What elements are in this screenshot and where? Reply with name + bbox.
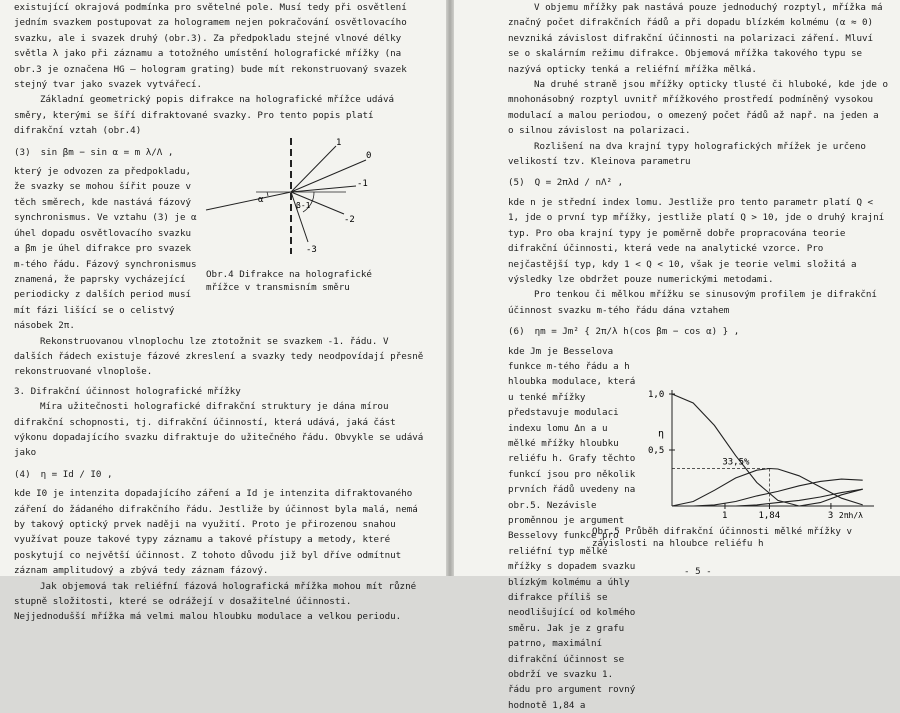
equation-label: (5) xyxy=(508,177,525,189)
label-order-0: 0 xyxy=(366,151,372,161)
paragraph: Základní geometrický popis difrakce na holografické mřížce udává směry, kterými se šíří difraktované svazky. Pro tento popis platí difrakční vztah (obr.4) xyxy=(14,94,395,137)
x-tick-label: 3 xyxy=(827,511,834,521)
paragraph: Na druhé straně jsou mřížky opticky tlusté či hluboké, kde jde o mnohonásobný rozptyl uvnitř mřížkového prostředí podmíněný vysokou modulací a malou periodou, o omezený počet řádů až např. na jeden a o silnou závislost na polarizaci. xyxy=(508,79,889,137)
label-order-minus3: -3 xyxy=(306,245,317,255)
page-number: - 5 - xyxy=(684,566,712,577)
paragraph: Jak objemová tak reliéfní fázová holografická mřížka mohou mít různé stupně složitosti, které se odrážejí v dosažitelné účinnosti. Nejjednodušší mřížka má velmi malou hloubku modulace a velkou periodu. xyxy=(14,580,417,623)
chart-axes xyxy=(669,390,874,509)
section-heading: 3. Difrakční účinnost holografické mřížky xyxy=(14,385,241,397)
book-gutter xyxy=(446,0,454,576)
figure-4-diffraction-diagram xyxy=(196,136,376,258)
max-annotation: 33,5% xyxy=(722,457,750,468)
y-tick-label: 0,5 xyxy=(648,446,665,456)
equation-label: (4) xyxy=(14,468,31,480)
series-line-1 xyxy=(672,469,863,507)
paragraph: kde Jm je Besselova funkce m-tého řádu a h hloubka modulace, která u tenké mřížky představuje modulaci indexu lomu Δn a u mělké mřížky hloubku reliéfu h. Grafy těchto funkcí jsou pro několik prvních řádů uvedeny na obr.5. Nezávisle proměnnou je argument Besselovy funkce pro reliéfní typ mělké mřížky s dopadem svazku blízkým kolmému a úhly difrakce příliš se neodlišující od kolmého směru. Jak je z grafu patrno, maximální difrakční účinnost se obdrží ve svazku 1. řádu pro argument rovný hodnotě 1,84 a xyxy=(508,345,636,711)
order-1-beam xyxy=(291,146,336,192)
y-axis-label: η xyxy=(658,428,665,440)
alpha-arc xyxy=(267,192,268,196)
equation-label: (6) xyxy=(508,326,525,338)
equation-6 xyxy=(508,318,888,343)
order-minus1-beam xyxy=(291,186,356,192)
paragraph: který je odvozen za předpokladu, že svazky se mohou šířit pouze v těch směrech, kde nastává fázový synchronismus. Ve vztahu (3) je α úhel dopadu osvětlovacího svazku a βm je úhel difrakce pro svazek m-tého řádu. Fázový synchronismus znamená, že paprsky vycházející periodicky z dalších period musí mít fázi lišící se o celistvý násobek 2π. xyxy=(14,166,197,332)
equation-body: sin βm − sin α = m λ/Λ , xyxy=(40,146,174,158)
equation-body: ηm = Jm² { 2π/λ h(cos βm − cos α) } , xyxy=(534,326,740,338)
right-text-column xyxy=(508,0,888,713)
label-alpha: α xyxy=(258,195,264,205)
paragraph: Pro tenkou či mělkou mřížku se sinusovým profilem je difrakční účinnost svazku m-tého řádu dána vztahem xyxy=(508,289,877,316)
paragraph: V objemu mřížky pak nastává pouze jednoduchý rozptyl, mřížka má značný počet difrakčních řádů a při dopadu blízkém kolmému (α ≈ 0) nevzniká závislost difrakční účinnosti na polarizaci záření. Mluví se o skalárním režimu difrakce. Objemová mřížka takového typu se nazývá opticky tenká a reliéfní mřížka mělká. xyxy=(508,2,883,75)
y-tick-label: 1,0 xyxy=(648,390,665,400)
label-order-minus1: -1 xyxy=(357,179,368,189)
paragraph: existující okrajová podmínka pro světelné pole. Musí tedy při osvětlení jedním svazkem postupovat za hologramem nejen pokračování osvětlovacího svazku, ale i svazek druhý (obr.3). Za předpokladu stejné vlnové délky světla λ jako při záznamu a totožného umístění holografické mřížky (na obr.3 je označena HG – hologram grating) bude mít rekonstruovaný svazek stejný tvar jako svazek vytvářecí. xyxy=(14,2,407,91)
equation-body: η = Id / I0 , xyxy=(40,468,113,480)
figure-5-caption: Obr.5 Průběh difrakční účinnosti mělké mřížky v závislosti na hloubce reliéfu h xyxy=(592,526,852,549)
series-line-0 xyxy=(672,394,863,506)
figure-5-efficiency-chart xyxy=(644,378,876,528)
order-0-beam xyxy=(291,160,366,192)
equation-5 xyxy=(508,169,888,194)
paragraph: Rekonstruovanou vlnoplochu lze ztotožnit se svazkem -1. řádu. V dalších řádech existuje fázové zkreslení a svazky tedy neodpovídají přesně rekonstruované vlnoploše. xyxy=(14,335,424,378)
equation-label: (3) xyxy=(14,146,31,158)
x-tick-label: 1 xyxy=(721,511,728,521)
paragraph: kde I0 je intenzita dopadajícího záření a Id je intenzita difraktovaného záření do žádaného difrakčního řádu. Jestliže by účinnost byla malá, nemá by takový optický prvek naději na využití. Proto je přirozenou snahou využívat pouze takové typy záznamu a takové přístupy a metody, které poskytují co největší účinnost. Z tohoto důvodu již byl dříve odmítnut záznam amplitudový a zbývá tedy záznam fázový. xyxy=(14,488,418,577)
x-tick-label: 1,84 xyxy=(758,511,781,521)
left-page xyxy=(0,0,446,623)
label-beta: β-1 xyxy=(296,201,311,210)
paragraph: Míra užitečnosti holografické difrakční struktury je dána mírou difrakční schopnosti, tj. difrakční účinností, která udává, jaká část výkonu dopadajícího svazku difraktuje do užitečného řádu. Obvykle se udává jako xyxy=(14,401,424,459)
right-page xyxy=(454,0,900,711)
order-minus3-beam xyxy=(291,192,308,242)
label-order-1: 1 xyxy=(336,138,342,148)
equation-body: Q = 2πλd / nΛ² , xyxy=(534,177,624,189)
left-text-column xyxy=(14,0,424,625)
label-order-minus2: -2 xyxy=(344,215,355,225)
paragraph: kde n je střední index lomu. Jestliže pro tento parametr platí Q < 1, jde o první typ mřížky, jestliže platí Q > 10, jde o druhý krajní typ. Pro oba krajní typy je poměrně dobře propracována teorie difrakční účinnosti, která vede na analytické vzorce. Pro nejčastější typ, kdy 1 < Q < 10, však je teorie velmi složitá a výsledky lze obdržet pouze numerickými metodami. xyxy=(508,196,885,285)
chart-series xyxy=(672,394,863,506)
incident-beam xyxy=(206,192,291,210)
figure-4-caption: Obr.4 Difrakce na holografické mřížce v transmisním směru xyxy=(206,269,372,293)
equation-4 xyxy=(14,461,424,486)
paragraph: Rozlišení na dva krajní typy holografických mřížek je určeno velikostí tzv. Kleinova parametru xyxy=(508,140,866,168)
chart-labels xyxy=(648,390,863,521)
x-axis-label: 2πh/λ xyxy=(838,511,864,520)
series-line-2 xyxy=(672,479,863,506)
